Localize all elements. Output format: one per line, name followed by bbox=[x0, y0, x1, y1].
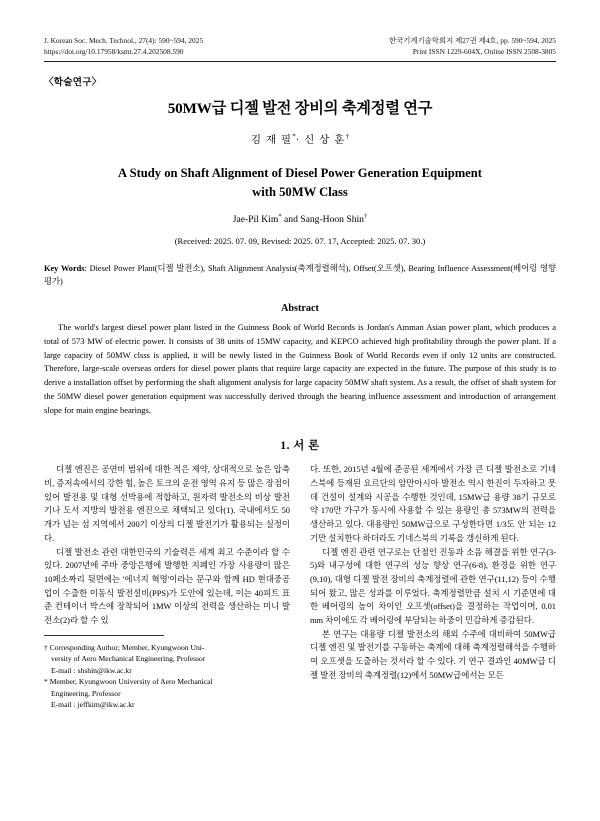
author-en-2-marker: † bbox=[363, 212, 368, 220]
title-en-line2: with 50MW Class bbox=[252, 184, 348, 199]
authors-korean bbox=[44, 131, 556, 146]
keywords-label: Key Words bbox=[44, 264, 85, 274]
author-ko-1: 김 재 필 bbox=[250, 135, 293, 147]
page-title-korean: 50MW급 디젤 발전 장비의 축계정렬 연구 bbox=[167, 100, 433, 118]
footnote-divider bbox=[44, 635, 164, 636]
author-en-1-marker: * bbox=[278, 212, 282, 220]
journal-citation: J. Korean Soc. Mech. Technol., 27(4): 590~594, 2025 bbox=[44, 36, 204, 45]
authors-en-conjunction: and bbox=[281, 214, 301, 226]
page-title-english bbox=[44, 164, 556, 201]
journal-citation-ko: 한국기계기술학회지 제27권 제4호, pp. 590~594, 2025 bbox=[388, 36, 556, 45]
abstract-body: The world's largest diesel power plant listed in the Guinness Book of World Records is Jordan's Amman Asian power plant, which produces a total of 573 MW of electric power. It consists of 38 units of 15MW capacity, and KEPCO achieved high profitability through the power plant. If a large capacity of 50MW clsss is applied, it will be newly listed in the Guinness Book of World Records even if only 12 units are constructed. Therefore, large-scale overseas orders for diesel power plants that require large capacity are expected in the future. The purpose of this study is to derive a installation offset by performing the shaft alignment analysis for large capacity 50MW shaft system. As a result, the offset of shaft system for the 50MW diesel power generation equipment was successfully derived through the bearing influence assessment and introduction of arrangement slope for main engine bearings. bbox=[44, 322, 556, 415]
paragraph: 디젤 엔진은 공연비 범위에 대한 적은 제약, 상대적으로 높은 압축비, 증저속에서의 강한 힘, 높은 토크의 운전 영역 유지 등 많은 장점이 있어 발전용 및 대형 선박용에 적합하고, 원자력 발전소의 비상 발전기나 도서 지방의 발전용 엔진으로 채택되고 있다(1). 국내에서도 50개가 넘는 섬 지역에서 200기 이상의 디젤 발전기가 활용되는 실정이다. bbox=[44, 465, 290, 543]
issn-line: Print ISSN 1229-604X, Online ISSN 2508-3805 bbox=[412, 46, 556, 56]
header-divider bbox=[44, 61, 556, 62]
section-heading-introduction: 1. 서 론 bbox=[280, 440, 320, 453]
authors-english bbox=[44, 213, 556, 225]
author-ko-1-marker: * bbox=[292, 133, 296, 141]
paragraph: 디젤 발전소 관련 대한민국의 기술력은 세계 최고 수준이라 할 수 있다. 2007년에 주바 중앙은행에 발행한 지폐인 가장 사용량이 많은 10페소짜리 뒷면에는 '에너지 혁명'이라는 문구와 함께 HD 현대중공업이 수출한 이동식 발전설비(PPS)가 도안에 있는데, 이는 40피트 표준 컨테이너 박스에 장착되어 1MW 이상의 전력을 생산하는 미니 발전소(2)라 할 수 있 bbox=[44, 547, 290, 625]
keywords-text: : Diesel Power Plant(디젤 발전소), Shaft Alignment Analysis(축계정렬해석), Offset(오프셋), Bearing Influence Assessment(베어링 영향 평가) bbox=[44, 264, 556, 286]
author-en-1: Jae-Pil Kim bbox=[232, 214, 279, 226]
running-head-left bbox=[44, 36, 203, 57]
doi-link[interactable]: https://doi.org/10.17958/ksmt.27.4.202508.590 bbox=[44, 46, 184, 56]
footnote-email[interactable]: E-mail : shshin@ikw.ac.kr bbox=[51, 665, 132, 675]
author-ko-2: · 신 상 훈 bbox=[295, 135, 346, 147]
footnote-block bbox=[44, 642, 290, 711]
paragraph: 다. 또한, 2015년 4월에 준공된 세계에서 가장 큰 디젤 발전소로 기네스북에 등재된 요르단의 암만아시아 발전소 역시 한진이 두자하고 뭇데 건설이 설계와 시공을 수행한 것인데, 15MW급 용량 38기 규모로 약 170만 가구가 동시에 사용할 수 있는 용량인 총 573MW의 전력을 생산하고 있다. 대용량인 50MW급으로 구성한다면 1/3도 안 되는 12기만 설치한다 하더라도 기네스북의 기록을 갱신하게 된다. bbox=[310, 465, 556, 543]
received-dates: (Received: 2025. 07. 09, Revised: 2025. 07. 17, Accepted: 2025. 07. 30.) bbox=[174, 236, 426, 247]
footnote-email[interactable]: E-mail : jeffkim@ikw.ac.kr bbox=[51, 700, 135, 710]
running-head bbox=[44, 36, 556, 60]
column-right bbox=[310, 463, 556, 682]
keywords-block bbox=[44, 263, 556, 288]
footnote-line: Engineering, Professor bbox=[51, 688, 121, 698]
footnote-line: † Corresponding Author; Member, Kyungwoon Uni- bbox=[44, 642, 205, 652]
author-en-2: Sang-Hoon Shin bbox=[300, 214, 364, 226]
author-ko-2-marker: † bbox=[345, 133, 350, 141]
title-en-line1: A Study on Shaft Alignment of Diesel Power Generation Equipment bbox=[118, 166, 482, 181]
paper-sheet bbox=[44, 36, 556, 788]
article-category: 〈학술연구〉 bbox=[44, 77, 102, 89]
paragraph: 디젤 엔진 관련 연구로는 단점인 진동과 소음 해결을 위한 연구(3-5)와 내구성에 대한 연구의 성능 향상 연구(6-8), 환경을 위한 연구(9,10), 대형 디젤 발전 장비의 축계정렬에 관한 연구(11,12) 등이 수행되어 왔고, 많은 성과를 이루었다. 축계정렬만큼 설치 시 기준면에 대한 베어링의 높이 차이인 오프셋(offset)을 결정하는 작업이며, 0.01 mm 차이에도 각 베어링에 부담되는 하중이 민감하게 증감된다. bbox=[310, 547, 556, 625]
abstract-heading: Abstract bbox=[281, 303, 319, 315]
running-head-right bbox=[389, 36, 556, 57]
footnote-line: * Member, Kyungwoon University of Aero Mechanical bbox=[44, 677, 213, 687]
paragraph: 본 연구는 대용량 디젤 발전소의 해외 수주에 대비하여 50MW급 디젤 엔진 및 발전기를 구동하는 축계에 대해 축계정렬해석을 수행하여 오프셋을 도출하는 것서라 할 수 있다. 기 연구 결과인 40MW급 디젤 발전 장비의 축계정렬(12)에서 50MW급에서는 모든 bbox=[310, 629, 556, 680]
column-left bbox=[44, 463, 290, 710]
footnote-line: versity of Aero Mechanical Engineering, Professor bbox=[51, 654, 206, 664]
body-columns bbox=[44, 463, 556, 710]
